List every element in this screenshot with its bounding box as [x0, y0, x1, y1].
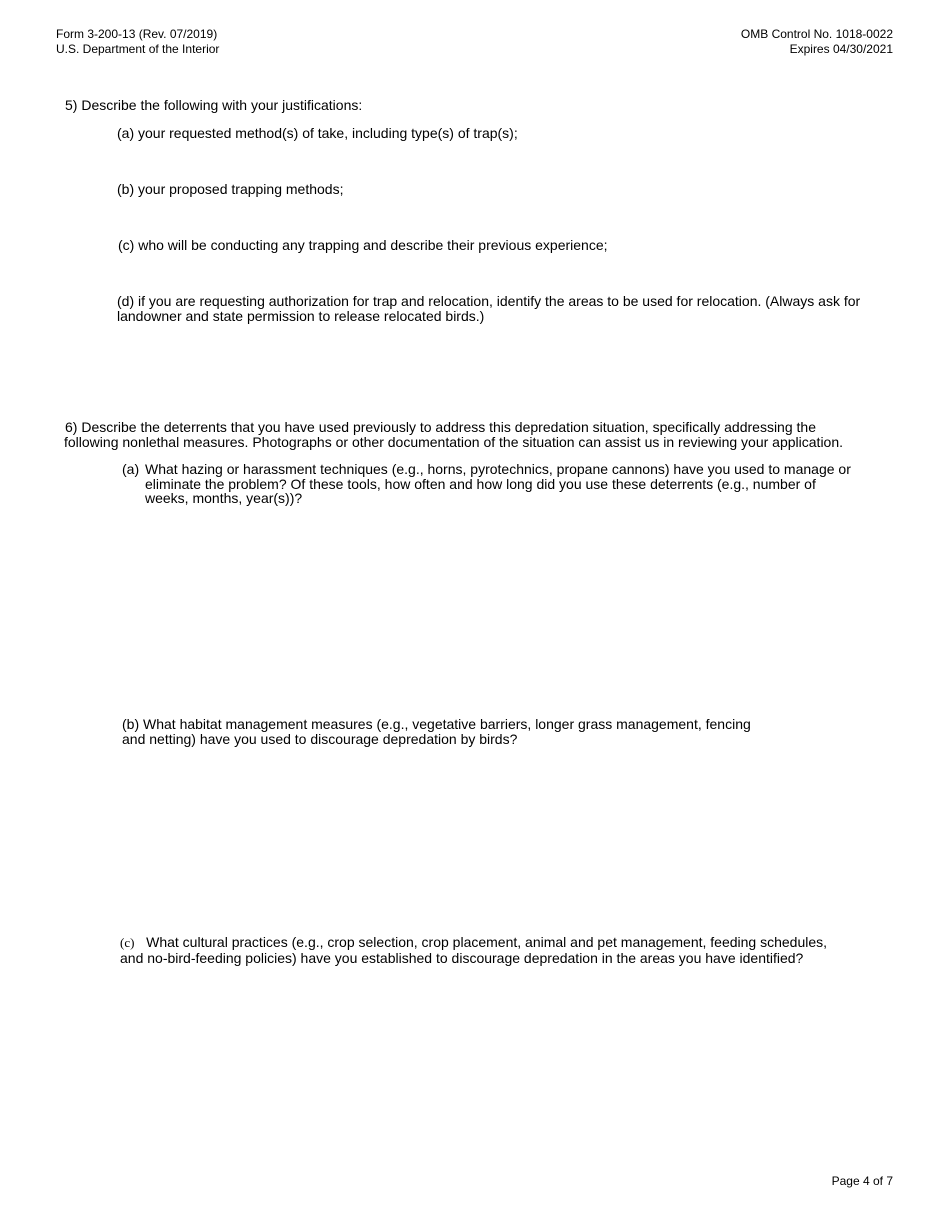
question-6a-line-3: weeks, months, year(s))? — [145, 490, 303, 506]
question-6a-label: (a) — [122, 461, 140, 477]
form-header-right — [741, 27, 893, 57]
question-6a-text — [145, 462, 862, 506]
form-number: Form 3-200-13 (Rev. 07/2019) — [56, 27, 218, 41]
department-name: U.S. Department of the Interior — [56, 42, 220, 56]
question-5b: (b) your proposed trapping methods; — [117, 181, 344, 197]
page-number: Page 4 of 7 — [831, 1174, 893, 1188]
form-header-left — [56, 27, 219, 57]
question-6c-line-1-text: What cultural practices (e.g., crop selection, crop placement, animal and pet management, feeding schedules, — [134, 934, 828, 950]
question-6a-line-1: What hazing or harassment techniques (e.g., horns, pyrotechnics, propane cannons) have you used to manage or — [145, 461, 851, 477]
question-6b-line-2: and netting) have you used to discourage depredation by birds? — [122, 730, 518, 747]
question-6-intro — [64, 420, 843, 449]
question-6c-line-1 — [120, 935, 827, 951]
question-6-intro-line-2: following nonlethal measures. Photographs or other documentation of the situation can assist us in reviewing your application. — [64, 433, 844, 450]
question-6c — [120, 935, 827, 965]
question-5d-line-2: landowner and state permission to release relocated birds.) — [117, 307, 485, 324]
question-5d — [117, 294, 860, 323]
omb-control-number: OMB Control No. 1018-0022 — [740, 27, 893, 41]
question-6a-line-2: eliminate the problem? Of these tools, how often and how long did you use these deterrents (e.g., number of — [145, 475, 816, 492]
question-6c-line-2: and no-bird-feeding policies) have you established to discourage depredation in the areas you have identified? — [120, 949, 804, 966]
question-6a — [122, 462, 862, 506]
question-5c: (c) who will be conducting any trapping and describe their previous experience; — [118, 237, 608, 253]
question-6c-label: (c) — [120, 935, 135, 950]
question-5a: (a) your requested method(s) of take, including type(s) of trap(s); — [117, 125, 518, 141]
question-6b-line-1: (b) What habitat management measures (e.g., vegetative barriers, longer grass management, fencing — [122, 716, 751, 732]
question-6b — [122, 717, 751, 746]
question-6-intro-line-1: 6) Describe the deterrents that you have used previously to address this depredation situation, specifically addressing the — [65, 419, 816, 435]
question-5d-line-1: (d) if you are requesting authorization for trap and relocation, identify the areas to be used for relocation. (Always ask for — [117, 293, 861, 309]
expiration-date: Expires 04/30/2021 — [789, 42, 893, 56]
question-5-intro: 5) Describe the following with your justifications: — [65, 97, 363, 113]
